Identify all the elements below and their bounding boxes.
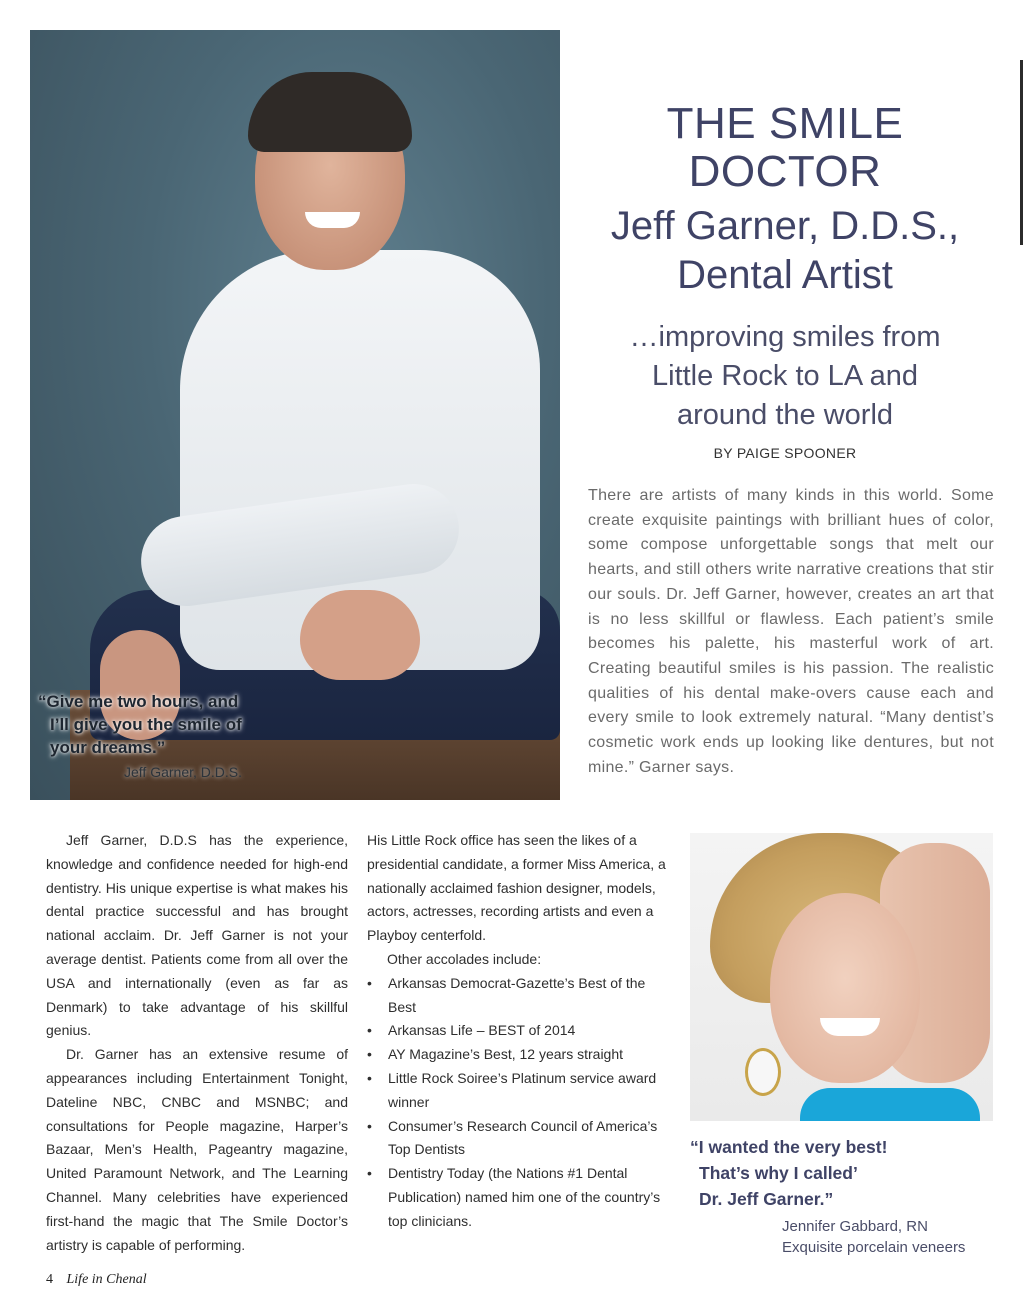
accolade-item: • Little Rock Soiree’s Platinum service award winner: [367, 1067, 672, 1115]
tagline-line1: …improving smiles from: [629, 321, 941, 353]
article-subtitle: [580, 202, 990, 300]
hero-pull-quote: [38, 690, 278, 759]
title-line1: THE SMILE: [666, 99, 904, 148]
accolade-item: • Arkansas Democrat-Gazette’s Best of the Best: [367, 972, 672, 1020]
photo-hand: [300, 590, 420, 680]
page-footer: [46, 1272, 147, 1288]
testimonial-detail: Exquisite porcelain veneers: [782, 1239, 966, 1256]
page-number: 4: [46, 1272, 53, 1287]
testimonial-name: Jennifer Gabbard, RN: [782, 1218, 928, 1235]
accolades-list: [367, 972, 672, 1234]
hero-photo-jeff-garner: [30, 30, 560, 800]
photo2-earring: [745, 1048, 781, 1096]
magazine-name: Life in Chenal: [66, 1272, 147, 1287]
column2-paragraph1: His Little Rock office has seen the likes of a presidential candidate, a former Miss America, a nationally acclaimed fashion designer, models, actors, actresses, recording artists and even a Playboy centerfold.: [367, 832, 666, 944]
testimonial-line3: Dr. Jeff Garner.”: [699, 1189, 834, 1209]
testimonial-photo-jennifer-gabbard: [690, 833, 993, 1121]
title-line2: DOCTOR: [688, 147, 882, 196]
photo2-blue-top: [800, 1088, 980, 1121]
photo-hair: [248, 72, 412, 152]
accolade-item: • AY Magazine’s Best, 12 years straight: [367, 1043, 672, 1067]
testimonial-line1: “I wanted the very best!: [690, 1137, 888, 1157]
column1-paragraph1: Jeff Garner, D.D.S has the experience, knowledge and confidence needed for high-end dentistry. His unique expertise is what makes his dental practice successful and has brought national acclaim. Dr. Jeff Garner is not your average dentist. Patients come from all over the USA and internationally (even as far as Denmark) to take advantage of his skillful genius.: [46, 832, 348, 1039]
testimonial-quote: [690, 1134, 990, 1212]
testimonial-line2: That’s why I called’: [699, 1163, 858, 1183]
photo2-face: [770, 893, 920, 1083]
body-column-2: [367, 829, 672, 1234]
article-title: [580, 100, 990, 196]
photo2-smile: [820, 1018, 880, 1036]
page-edge-rule: [1020, 60, 1023, 245]
accolade-item: • Arkansas Life – BEST of 2014: [367, 1019, 672, 1043]
accolade-item: • Dentistry Today (the Nations #1 Dental Publication) named him one of the country’s top clinicians.: [367, 1162, 672, 1233]
body-column-1: [46, 829, 348, 1257]
column1-paragraph2: Dr. Garner has an extensive resume of appearances including Entertainment Tonight, Dateline NBC, CNBC and MSNBC; and consultations for People magazine, Harper’s Bazaar, Men’s Health, Pageantry magazine, United Paramount Network, and The Learning Channel. Many celebrities have experienced first-hand the magic that The Smile Doctor’s artistry is capable of performing.: [46, 1046, 348, 1253]
tagline-line3: around the world: [676, 399, 894, 431]
hero-quote-line2: I’ll give you the smile of: [50, 715, 242, 734]
hero-quote-line3: your dreams.”: [50, 738, 166, 757]
hero-quote-line1: “Give me two hours, and: [38, 692, 239, 711]
photo-smile: [305, 212, 360, 228]
testimonial-attribution: [782, 1216, 965, 1258]
hero-quote-attribution: Jeff Garner, D.D.S.: [124, 764, 243, 780]
tagline-line2: Little Rock to LA and: [652, 360, 918, 392]
article-intro: There are artists of many kinds in this world. Some create exquisite paintings with brilliant hues of color, some compose unforgettable songs that melt our hearts, and still others write narrative creations that stir our souls. Dr. Jeff Garner, however, creates an art that is no less skillful or flawless. Each patient’s smile becomes his palette, his masterful work of art. Creating beautiful smiles is his passion. The realistic qualities of his dental make-overs cause each and every smile to look extremely natural. “Many dentist’s cosmetic work ends up looking like dentures, but not mine.” Garner says.: [588, 487, 994, 776]
subtitle-line2: Dental Artist: [677, 253, 893, 297]
accolade-item: • Consumer’s Research Council of America’s Top Dentists: [367, 1115, 672, 1163]
subtitle-line1: Jeff Garner, D.D.S.,: [610, 204, 960, 248]
accolades-intro: Other accolades include:: [387, 950, 542, 967]
article-byline: BY PAIGE SPOONER: [713, 445, 857, 461]
article-tagline: [580, 318, 990, 435]
article-heading: [580, 100, 990, 461]
